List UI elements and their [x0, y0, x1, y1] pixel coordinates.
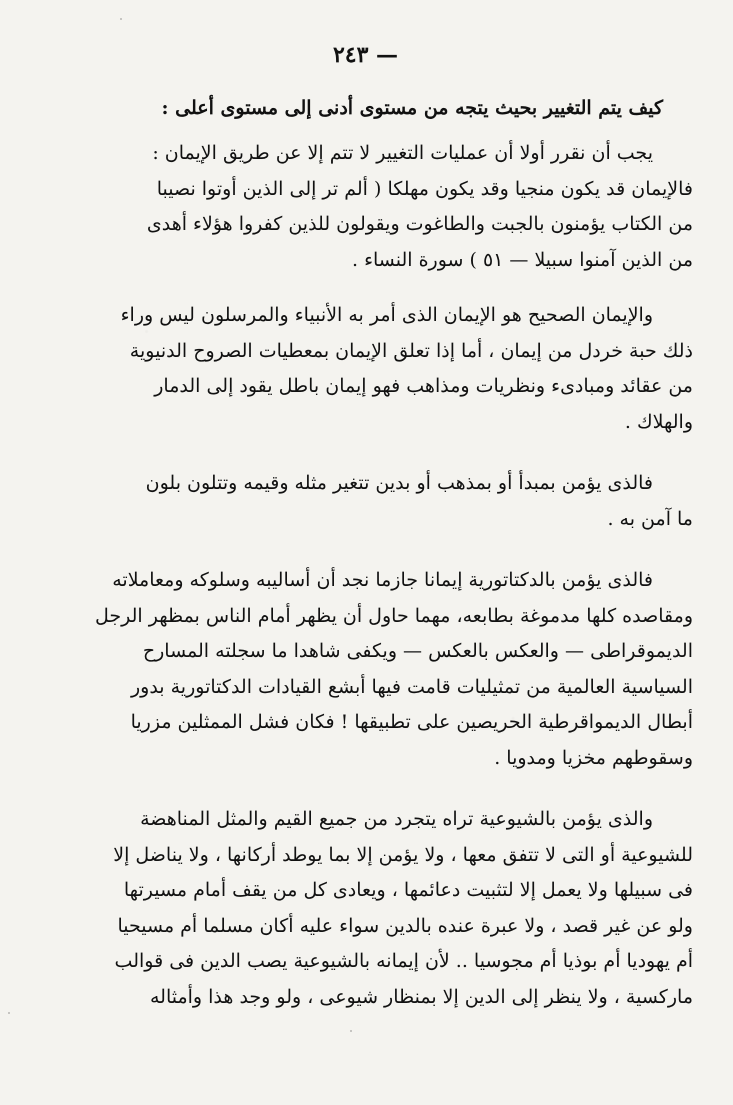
paragraph-3 — [38, 466, 693, 537]
scan-speck — [120, 18, 122, 20]
paragraph-line: يجب أن نقرر أولا أن عمليات التغيير لا تتم إلا عن طريق الإيمان : — [152, 142, 653, 164]
paragraph-line: والهلاك . — [624, 410, 693, 433]
paragraph-line: أم يهوديا أم بوذيا أم مجوسيا .. لأن إيمانه بالشيوعية يصب الدين فى قوالب — [114, 950, 693, 972]
paragraph-line: فالذى يؤمن بمبدأ أو بمذهب أو بدين تتغير مثله وقيمه وتتلون بلون — [145, 472, 653, 494]
paragraph-line: ومقاصده كلها مدموغة بطابعه، مهما حاول أن يظهر أمام الناس بمظهر الرجل — [95, 604, 693, 627]
section-question-heading: كيف يتم التغيير بحيث يتجه من مستوى أدنى إلى مستوى أعلى : — [161, 97, 663, 119]
scan-speck — [8, 1012, 10, 1014]
paragraph-2 — [38, 298, 693, 440]
paragraph-line: وسقوطهم مخزيا ومدويا . — [494, 746, 693, 769]
paragraph-line: الديموقراطى — والعكس بالعكس — ويكفى شاهدا ما سجلته المسارح — [142, 640, 693, 662]
paragraph-line: فالإيمان قد يكون منجيا وقد يكون مهلكا ( ألم تر إلى الذين أوتوا نصيبا — [156, 177, 693, 200]
paragraph-line: والإيمان الصحيح هو الإيمان الذى أمر به الأنبياء والمرسلون ليس وراء — [120, 304, 653, 326]
paragraph-line: فى سبيلها ولا يعمل إلا لتثبيت دعائمها ، ويعادى كل من يقف أمام مسيرتها — [123, 879, 693, 901]
paragraph-line: ولو عن غير قصد ، ولا عبرة عنده بالدين سواء عليه أكان مسلما أم مسيحيا — [117, 914, 693, 937]
paragraph-line: أبطال الديمواقرطية الحريصين على تطبيقها ! فكان فشل الممثلين مزريا — [130, 711, 693, 733]
page-number: — ٢٤٣ — [332, 42, 399, 68]
paragraph-1 — [38, 136, 693, 278]
paragraph-line: للشيوعية أو التى لا تتفق معها ، ولا يؤمن إلا بما يوطد أركانها ، ولا يناضل إلا — [113, 843, 693, 866]
paragraph-line: السياسية العالمية من تمثيليات قامت فيها أبشع القيادات الدكتاتورية بدور — [130, 675, 693, 698]
paragraph-line: ماركسية ، ولا ينظر إلى الدين إلا بمنظار شيوعى ، ولو وجد هذا وأمثاله — [149, 985, 693, 1008]
paragraph-line: من الكتاب يؤمنون بالجبت والطاغوت ويقولون للذين كفروا هؤلاء أهدى — [146, 213, 693, 235]
paragraph-4 — [38, 563, 693, 776]
paragraph-line: من عقائد ومبادىء ونظريات ومذاهب فهو إيمان باطل يقود إلى الدمار — [154, 375, 693, 397]
paragraph-5 — [38, 802, 693, 1015]
paragraph-line: ما آمن به . — [607, 507, 693, 530]
paragraph-line: فالذى يؤمن بالدكتاتورية إيمانا جازما نجد أن أساليبه وسلوكه ومعاملاته — [112, 569, 653, 591]
paragraph-line: والذى يؤمن بالشيوعية تراه يتجرد من جميع القيم والمثل المناهضة — [140, 808, 653, 830]
paragraph-line: من الذين آمنوا سبيلا — ٥١ ) سورة النساء . — [351, 248, 693, 271]
scan-speck — [350, 1030, 352, 1032]
paragraph-line: ذلك حبة خردل من إيمان ، أما إذا تعلق الإيمان بمعطيات الصروح الدنيوية — [129, 339, 693, 362]
